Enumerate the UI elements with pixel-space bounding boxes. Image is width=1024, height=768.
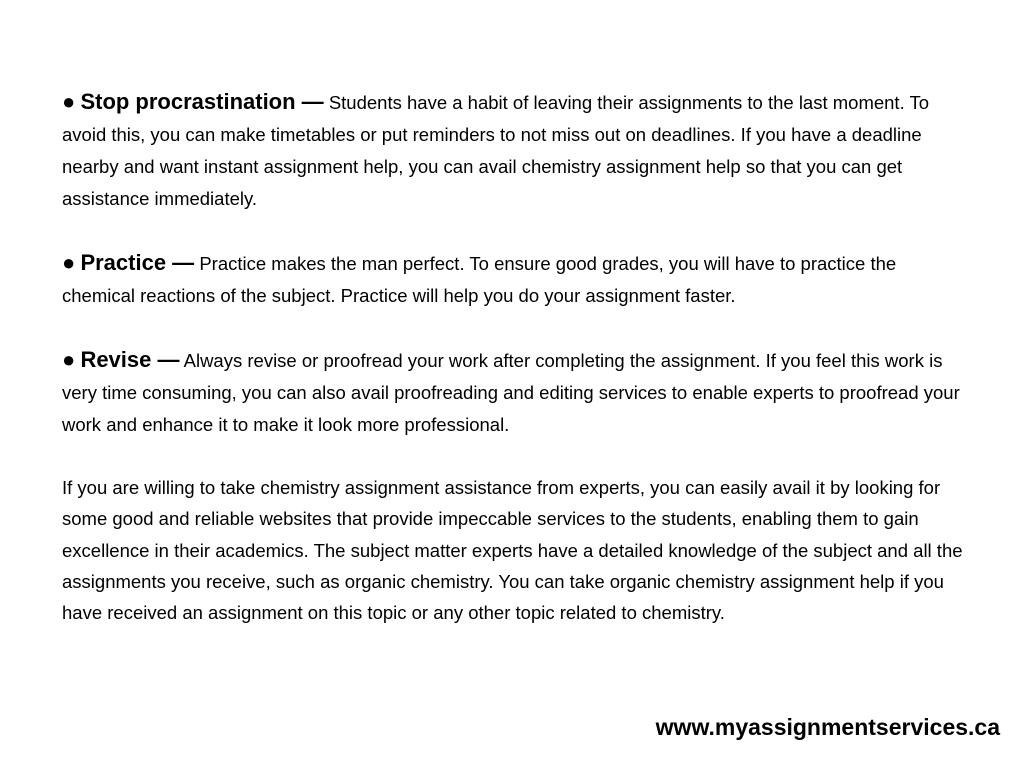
website-url: www.myassignmentservices.ca	[655, 714, 1000, 740]
tip-bullet: ●	[62, 250, 76, 275]
tip-revise	[62, 344, 974, 441]
tip-heading: Stop procrastination —	[80, 89, 324, 114]
tip-stop-procrastination	[62, 86, 974, 215]
tip-text: Always revise or proofread your work after completing the assignment. If you feel this work is very time consuming, you can also avail proofreading and editing services to enable experts to proofread your work and enhance it to make it look more professional.	[62, 350, 960, 435]
tip-bullet: ●	[62, 89, 76, 114]
tip-heading: Revise —	[80, 347, 180, 372]
tip-practice	[62, 247, 974, 312]
closing-paragraph: If you are willing to take chemistry assignment assistance from experts, you can easily avail it by looking for some good and reliable websites that provide impeccable services to the students, enabling them to gain excellence in their academics. The subject matter experts have a detailed knowledge of the subject and all the assignments you receive, such as organic chemistry. You can take organic chemistry assignment help if you have received an assignment on this topic or any other topic related to chemistry.	[62, 477, 963, 624]
tip-bullet: ●	[62, 347, 76, 372]
tip-text: Students have a habit of leaving their assignments to the last moment. To avoid this, you can make timetables or put reminders to not miss out on deadlines. If you have a deadline nearby and want instant assignment help, you can avail chemistry assignment help so that you can get assistance immediately.	[62, 92, 930, 209]
tip-heading: Practice —	[80, 250, 195, 275]
tip-text: Practice makes the man perfect. To ensure good grades, you will have to practice the chemical reactions of the subject. Practice will help you do your assignment faster.	[62, 253, 897, 306]
document-body	[62, 86, 974, 624]
